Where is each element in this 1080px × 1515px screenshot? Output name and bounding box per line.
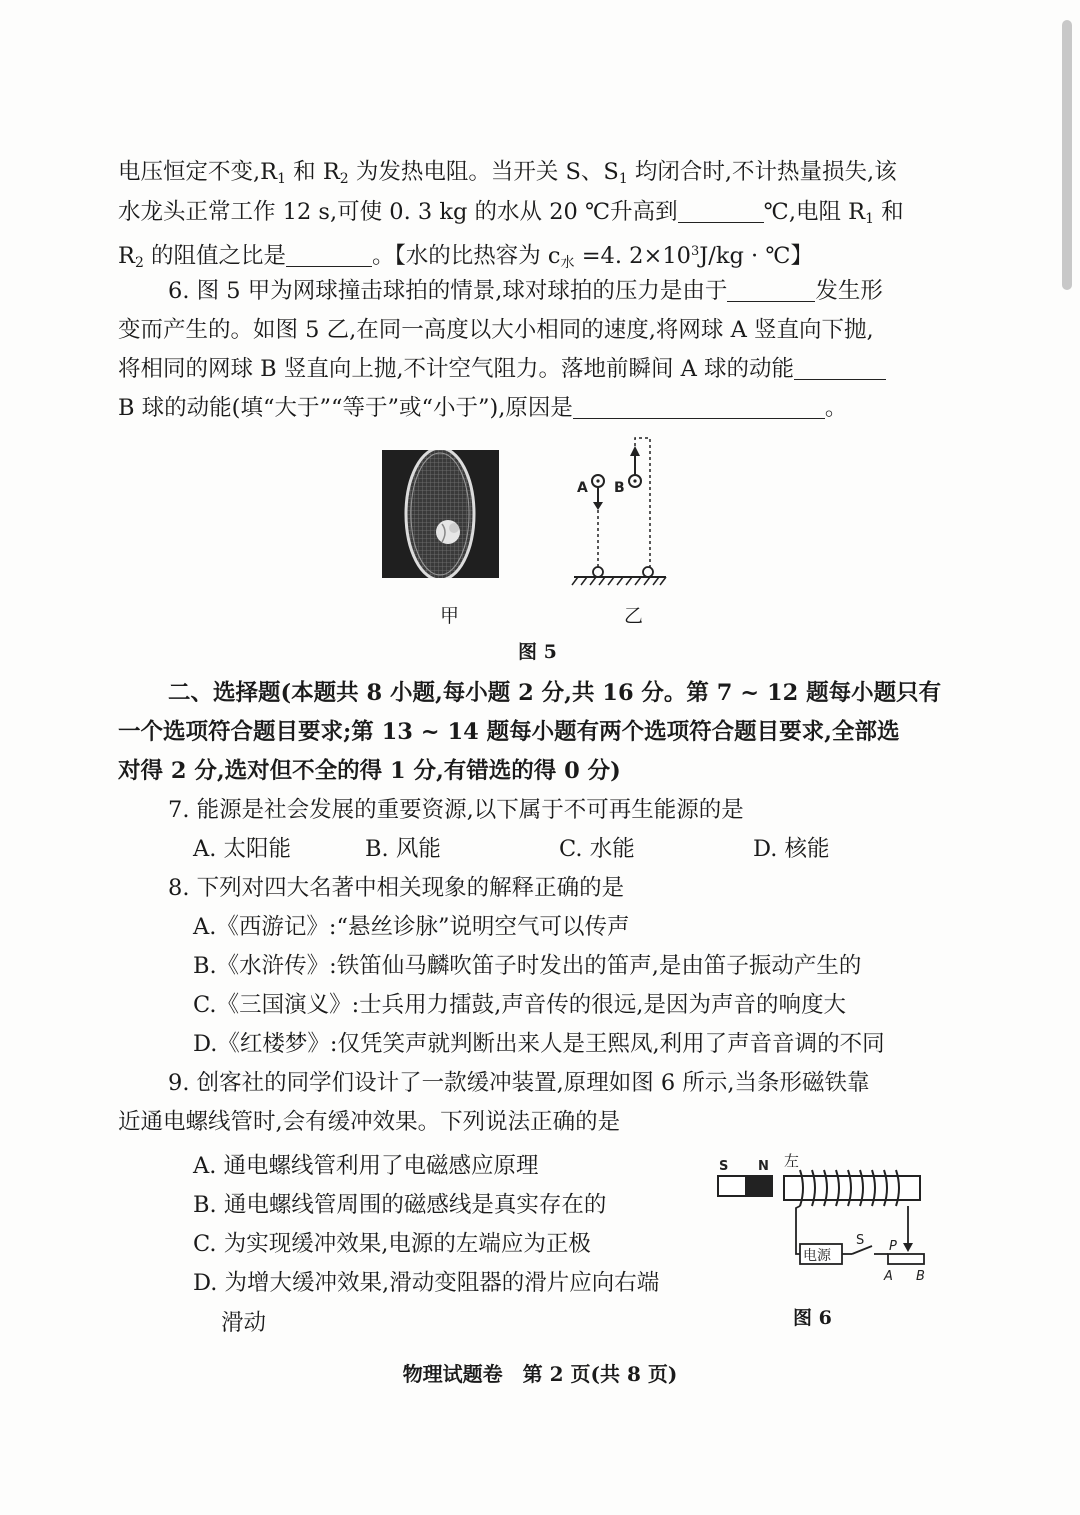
q9-option-d[interactable]: D. 为增大缓冲效果,滑动变阻器的滑片应向右端 xyxy=(193,1270,660,1296)
answer-blank[interactable] xyxy=(794,357,886,380)
left-label: 左 xyxy=(784,1152,800,1170)
q8-option-d[interactable]: D.《红楼梦》:仅凭笑声就判断出来人是王熙凤,利用了声音音调的不同 xyxy=(193,1031,885,1057)
ball-a-label: A xyxy=(577,480,588,496)
rheostat-b-label: B xyxy=(916,1269,925,1284)
section2-line-3: 对得 2 分,选对但不全的得 1 分,有错选的得 0 分) xyxy=(118,758,621,784)
section2-line-2: 一个选项符合题目要求;第 13 ~ 14 题每小题有两个选项符合题目要求,全部选 xyxy=(118,719,900,745)
racket-illustration xyxy=(382,450,499,578)
q9-stem-2: 近通电螺线管时,会有缓冲效果。下列说法正确的是 xyxy=(118,1109,621,1135)
q7-option-a[interactable]: A. 太阳能 xyxy=(193,836,292,862)
magnet-n-label: N xyxy=(758,1159,769,1174)
q6-line-3: 将相同的网球 B 竖直向上抛,不计空气阻力。落地前瞬间 A 球的动能 xyxy=(118,353,928,385)
ball-throw-diagram xyxy=(560,432,680,592)
q7-option-d[interactable]: D. 核能 xyxy=(753,836,830,862)
answer-blank[interactable] xyxy=(727,279,815,302)
magnet-s-label: S xyxy=(719,1159,729,1174)
answer-blank[interactable] xyxy=(286,244,372,267)
answer-blank[interactable] xyxy=(573,396,825,419)
q9-option-b[interactable]: B. 通电螺线管周围的磁感线是真实存在的 xyxy=(193,1192,607,1218)
q6-line-1: 6. 图 5 甲为网球撞击球拍的情景,球对球拍的压力是由于 发生形 xyxy=(168,278,883,304)
q6-line-4: B 球的动能(填“大于”“等于”或“小于”),原因是 。 xyxy=(118,395,848,421)
q9-stem-1: 9. 创客社的同学们设计了一款缓冲装置,原理如图 6 所示,当条形磁铁靠 xyxy=(168,1070,870,1096)
bar-magnet-n xyxy=(746,1176,772,1196)
bar-magnet-s xyxy=(718,1176,746,1196)
power-source-label: 电源 xyxy=(803,1248,831,1264)
q8-option-c[interactable]: C.《三国演义》:士兵用力擂鼓,声音传的很远,是因为声音的响度大 xyxy=(193,992,846,1018)
page-footer: 物理试题卷 第 2 页(共 8 页) xyxy=(402,1362,678,1386)
q5-line-2: 水龙头正常工作 12 s,可使 0. 3 kg 的水从 20 ℃升高到 ℃,电阻 $R_1$ 和 xyxy=(118,199,904,227)
q7-stem: 7. 能源是社会发展的重要资源,以下属于不可再生能源的是 xyxy=(168,797,744,823)
rheostat xyxy=(888,1254,924,1264)
rheostat-a-label: A xyxy=(884,1269,893,1284)
slider-p-label: P xyxy=(889,1239,897,1254)
ball-b-label: B xyxy=(614,480,625,496)
q7-option-c[interactable]: C. 水能 xyxy=(559,836,635,862)
q5-line-3: $R_2$ 的阻值之比是 。【水的比热容为 $c_水 =4$. $2\times 10^3J/kg$ · ℃】 xyxy=(118,243,814,271)
q9-option-c[interactable]: C. 为实现缓冲效果,电源的左端应为正极 xyxy=(193,1231,591,1257)
scrollbar[interactable] xyxy=(1062,20,1072,290)
fig5-label-jia: 甲 xyxy=(440,605,460,627)
solenoid-circuit-diagram xyxy=(712,1150,932,1290)
q7-option-b[interactable]: B. 风能 xyxy=(365,836,441,862)
q8-stem: 8. 下列对四大名著中相关现象的解释正确的是 xyxy=(168,875,625,901)
fig5-caption: 图 5 xyxy=(518,641,557,663)
switch-label: S xyxy=(856,1233,865,1248)
tennis-racket-photo xyxy=(382,450,499,578)
q5-line-1: 电压恒定不变$,R_1$ 和 $R_2$ 为发热电阻。当开关 S、$S_1$ 均闭合时,不计热量损失,该 xyxy=(118,159,897,187)
q9-option-d-continued: 滑动 xyxy=(221,1310,267,1336)
answer-blank[interactable] xyxy=(678,200,764,223)
q8-option-a[interactable]: A.《西游记》:“悬丝诊脉”说明空气可以传声 xyxy=(193,914,630,940)
fig6-caption: 图 6 xyxy=(793,1307,832,1329)
q8-option-b[interactable]: B.《水浒传》:铁笛仙马麟吹笛子时发出的笛声,是由笛子振动产生的 xyxy=(193,953,862,979)
section2-line-1: 二、选择题(本题共 8 小题,每小题 2 分,共 16 分。第 7 ~ 12 题每小题只有 xyxy=(168,680,942,706)
q9-option-a[interactable]: A. 通电螺线管利用了电磁感应原理 xyxy=(193,1153,539,1179)
fig5-label-yi: 乙 xyxy=(624,605,644,627)
q6-line-2: 变而产生的。如图 5 乙,在同一高度以大小相同的速度,将网球 A 竖直向下抛, xyxy=(118,317,874,343)
